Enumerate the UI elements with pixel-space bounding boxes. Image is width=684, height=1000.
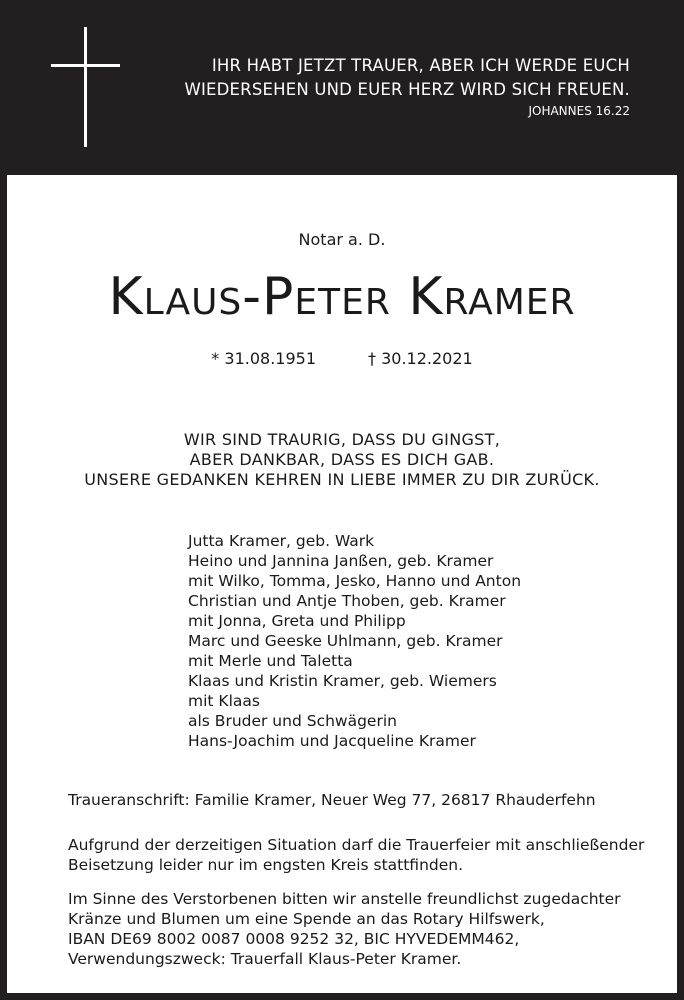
obituary-card [7,175,677,993]
header-banner [0,0,684,175]
mourning-motto [7,430,677,490]
motto-line: WIR SIND TRAURIG, DASS DU GINGST, [183,430,501,449]
family-line: Jutta Kramer, geb. Wark [188,532,375,550]
family-line: mit Merle und Taletta [188,652,353,670]
birth-date: * 31.08.1951 [211,349,316,368]
request-line: Kränze und Blumen um eine Spende an das Rotary Hilfswerk, [68,910,545,928]
motto-line: UNSERE GEDANKEN KEHREN IN LIEBE IMMER ZU DIR ZURÜCK. [84,470,600,489]
deceased-name: Klaus-Peter Kramer [108,267,576,327]
verse-line: IHR HABT JETZT TRAUER, ABER ICH WERDE EUCH [211,56,630,75]
family-line: Christian und Antje Thoben, geb. Kramer [188,592,506,610]
family-line: Marc und Geeske Uhlmann, geb. Kramer [188,632,503,650]
family-line: Heino und Jannina Janßen, geb. Kramer [188,552,494,570]
donation-request [68,889,658,969]
family-line: mit Wilko, Tomma, Jesko, Hanno und Anton [188,572,522,590]
request-line: IBAN DE69 8002 0087 0008 9252 32, BIC HYVEDEMM462, [68,930,520,948]
motto-line: ABER DANKBAR, DASS ES DICH GAB. [189,450,495,469]
family-line: Hans-Joachim und Jacqueline Kramer [188,732,476,750]
notice-line: Beisetzung leider nur im engsten Kreis stattfinden. [68,856,464,874]
family-line: mit Klaas [188,692,260,710]
bible-verse [110,54,630,102]
notice-line: Aufgrund der derzeitigen Situation darf die Trauerfeier mit anschließender [68,836,645,854]
verse-line: WIEDERSEHEN UND EUER HERZ WIRD SICH FREUEN. [184,80,630,99]
mourning-address: Traueranschrift: Familie Kramer, Neuer Weg 77, 26817 Rhauderfehn [68,791,596,809]
family-list [188,531,521,751]
profession: Notar a. D. [298,230,386,249]
death-date: † 30.12.2021 [368,349,473,368]
request-line: Verwendungszweck: Trauerfall Klaus-Peter Kramer. [68,950,462,968]
funeral-notice [68,835,658,875]
family-line: mit Jonna, Greta und Philipp [188,612,406,630]
family-line: Klaas und Kristin Kramer, geb. Wiemers [188,672,497,690]
family-line: als Bruder und Schwägerin [188,712,397,730]
life-dates [7,349,677,368]
verse-reference: JOHANNES 16.22 [528,104,630,118]
request-line: Im Sinne des Verstorbenen bitten wir anstelle freundlichst zugedachter [68,890,621,908]
